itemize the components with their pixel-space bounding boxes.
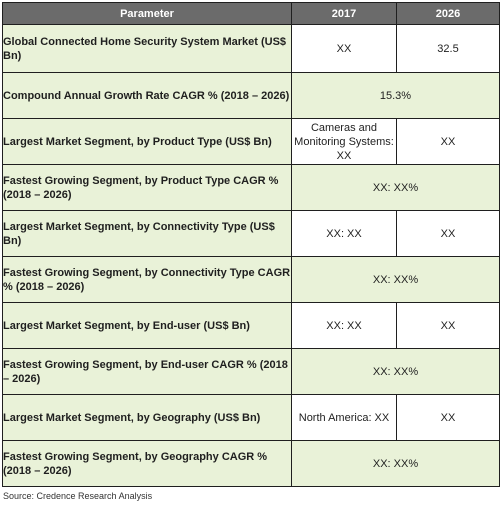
- table-row-market-size: [3, 25, 500, 73]
- value-2017-cell: North America: XX: [292, 395, 397, 441]
- table-row-largest-geography: [3, 395, 500, 441]
- header-parameter: Parameter: [3, 3, 292, 25]
- parameter-cell: Largest Market Segment, by Connectivity Type (US$ Bn): [3, 211, 292, 257]
- parameter-cell: Fastest Growing Segment, by Geography CAGR % (2018 – 2026): [3, 441, 292, 487]
- parameter-cell: Fastest Growing Segment, by Product Type CAGR % (2018 – 2026): [3, 165, 292, 211]
- table-row-cagr: [3, 73, 500, 119]
- table-row-largest-end-user: [3, 303, 500, 349]
- source-note: Source: Credence Research Analysis: [3, 491, 153, 501]
- value-2017-cell: XX: XX: [292, 211, 397, 257]
- market-summary-table: [2, 2, 500, 487]
- merged-value-cell: XX: XX%: [292, 165, 500, 211]
- merged-value-cell: 15.3%: [292, 73, 500, 119]
- table-row-fastest-connectivity: [3, 257, 500, 303]
- table-row-fastest-product: [3, 165, 500, 211]
- merged-value-cell: XX: XX%: [292, 257, 500, 303]
- table-row-fastest-geography: [3, 441, 500, 487]
- value-2026-cell: XX: [397, 303, 500, 349]
- value-2017-cell: XX: [292, 25, 397, 73]
- table-row-fastest-end-user: [3, 349, 500, 395]
- merged-value-cell: XX: XX%: [292, 349, 500, 395]
- parameter-cell: Fastest Growing Segment, by Connectivity Type CAGR % (2018 – 2026): [3, 257, 292, 303]
- value-2017-cell: XX: XX: [292, 303, 397, 349]
- parameter-cell: Global Connected Home Security System Market (US$ Bn): [3, 25, 292, 73]
- parameter-cell: Compound Annual Growth Rate CAGR % (2018 – 2026): [3, 73, 292, 119]
- parameter-cell: Largest Market Segment, by Product Type (US$ Bn): [3, 119, 292, 165]
- parameter-cell: Fastest Growing Segment, by End-user CAGR % (2018 – 2026): [3, 349, 292, 395]
- value-2026-cell: XX: [397, 119, 500, 165]
- value-2026-cell: 32.5: [397, 25, 500, 73]
- table-row-largest-connectivity: [3, 211, 500, 257]
- merged-value-cell: XX: XX%: [292, 441, 500, 487]
- header-2026: 2026: [397, 3, 500, 25]
- value-2026-cell: XX: [397, 211, 500, 257]
- parameter-cell: Largest Market Segment, by End-user (US$ Bn): [3, 303, 292, 349]
- parameter-cell: Largest Market Segment, by Geography (US$ Bn): [3, 395, 292, 441]
- header-2017: 2017: [292, 3, 397, 25]
- table-row-largest-product: [3, 119, 500, 165]
- value-2017-cell: Cameras and Monitoring Systems: XX: [292, 119, 397, 165]
- table-header-row: [3, 3, 500, 25]
- value-2026-cell: XX: [397, 395, 500, 441]
